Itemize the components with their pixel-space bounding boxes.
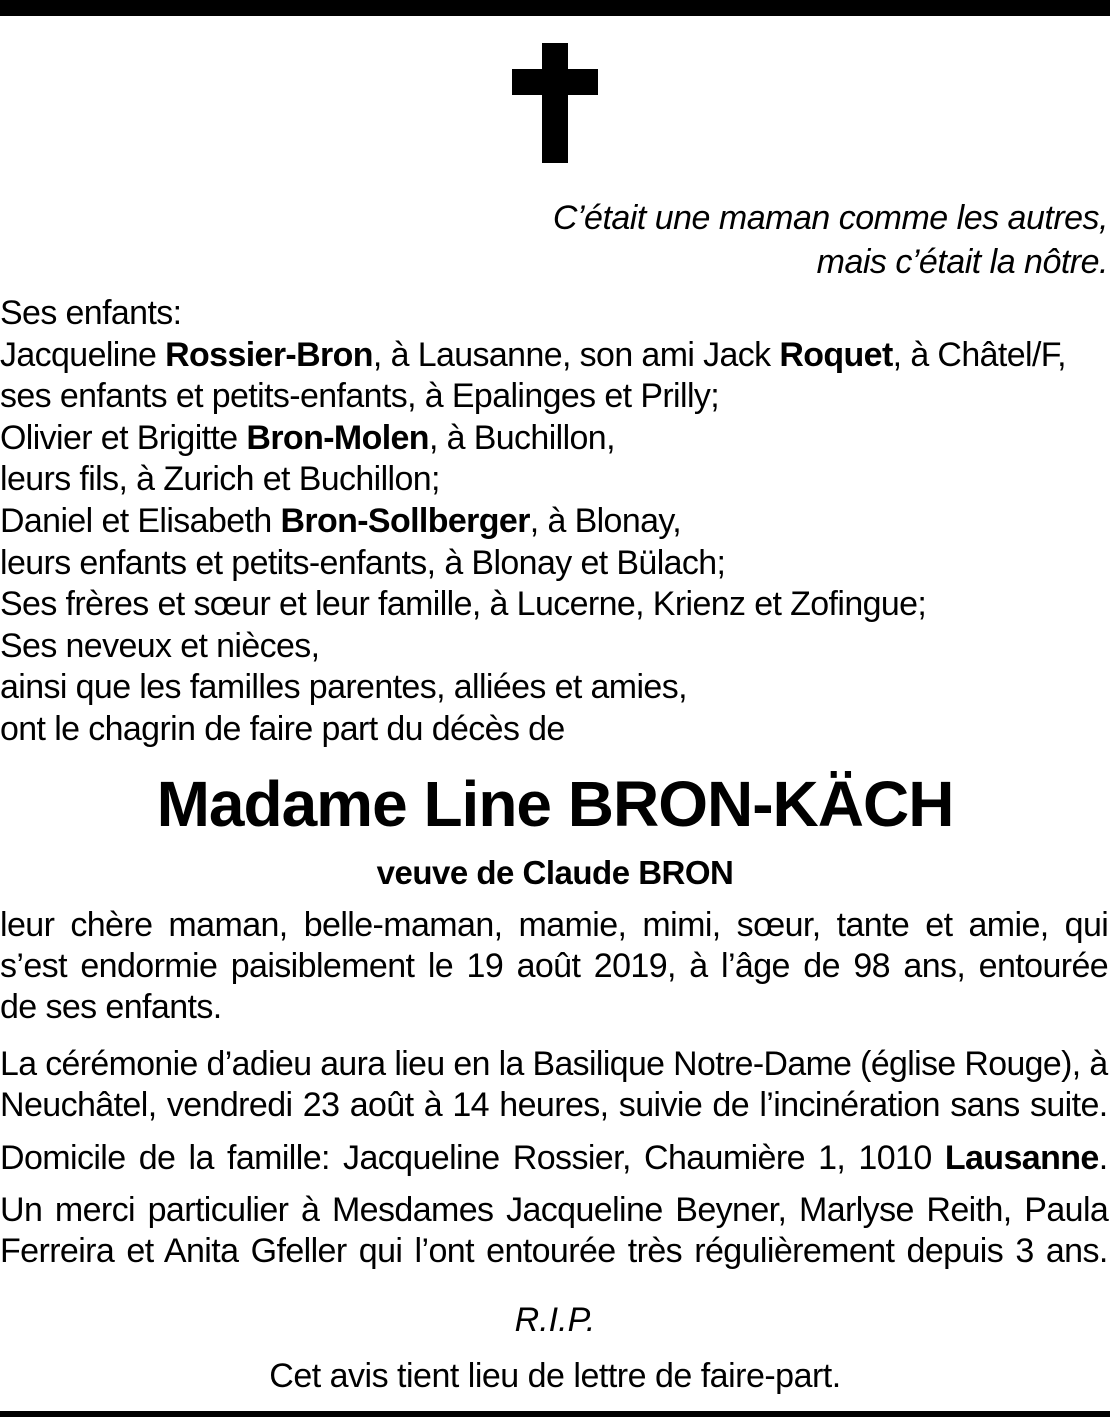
quote-line: C’était une maman comme les autres, (552, 199, 1108, 237)
family-line: leurs fils, à Zurich et Buchillon; (0, 460, 440, 499)
paragraph-line: s’est endormie paisiblement le 19 août 2019, à l’âge de 98 ans, entourée (0, 947, 1109, 985)
paragraph-line: Neuchâtel, vendredi 23 août à 14 heures, suivie de l’incinération sans suite. (0, 1086, 1108, 1124)
rip-text: R.I.P. (514, 1301, 596, 1339)
footer-note: Cet avis tient lieu de lettre de faire-part. (269, 1357, 841, 1395)
deceased-name: Madame Line BRON-KÄCH (156, 768, 954, 840)
family-line: Jacqueline Rossier-Bron, à Lausanne, son ami Jack Roquet, à Châtel/F, (0, 335, 1066, 374)
family-surname: Roquet (779, 335, 893, 374)
paragraph-line: Ferreira et Anita Gfeller qui l’ont entourée très régulièrement depuis 3 ans. (0, 1232, 1108, 1270)
paragraph-line: leur chère maman, belle-maman, mamie, mimi, sœur, tante et amie, qui (0, 906, 1109, 944)
epigraph-quote (308, 196, 1108, 284)
family-line: Olivier et Brigitte Bron-Molen, à Buchillon, (0, 418, 615, 457)
paragraph-line: de ses enfants. (0, 988, 222, 1026)
paragraph-thanks (0, 1190, 1110, 1272)
family-surname: Bron-Sollberger (280, 501, 530, 540)
quote-line: mais c’était la nôtre. (816, 243, 1108, 281)
paragraph-line: Un merci particulier à Mesdames Jacqueline Beyner, Marlyse Reith, Paula (0, 1191, 1109, 1229)
domicile-city: Lausanne (944, 1139, 1099, 1177)
paragraph-line: La cérémonie d’adieu aura lieu en la Basilique Notre-Dame (église Rouge), à (0, 1045, 1108, 1083)
family-heading: Ses enfants: (0, 294, 182, 332)
family-line: Ses neveux et nièces, (0, 626, 320, 665)
family-line: ses enfants et petits-enfants, à Epalinges et Prilly; (0, 377, 720, 416)
family-line: ainsi que les familles parentes, alliées et amies, (0, 668, 687, 707)
bottom-border (0, 1411, 1110, 1417)
family-surname: Rossier-Bron (165, 335, 373, 374)
family-line: leurs enfants et petits-enfants, à Blonay et Bülach; (0, 543, 726, 582)
family-list (0, 293, 1110, 751)
cross-icon (512, 43, 598, 163)
widow-of: veuve de Claude BRON (376, 854, 734, 891)
paragraph-domicile: Domicile de la famille: Jacqueline Rossier, Chaumière 1, 1010 Lausanne. (0, 1139, 1108, 1177)
top-border (0, 0, 1110, 16)
family-line: Ses frères et sœur et leur famille, à Lucerne, Krienz et Zofingue; (0, 585, 927, 624)
paragraph-ceremony (0, 1044, 1110, 1126)
paragraph-announcement (0, 905, 1110, 1028)
family-line: Daniel et Elisabeth Bron-Sollberger, à Blonay, (0, 501, 682, 540)
family-surname: Bron-Molen (246, 418, 429, 457)
family-line: ont le chagrin de faire part du décès de (0, 709, 565, 748)
